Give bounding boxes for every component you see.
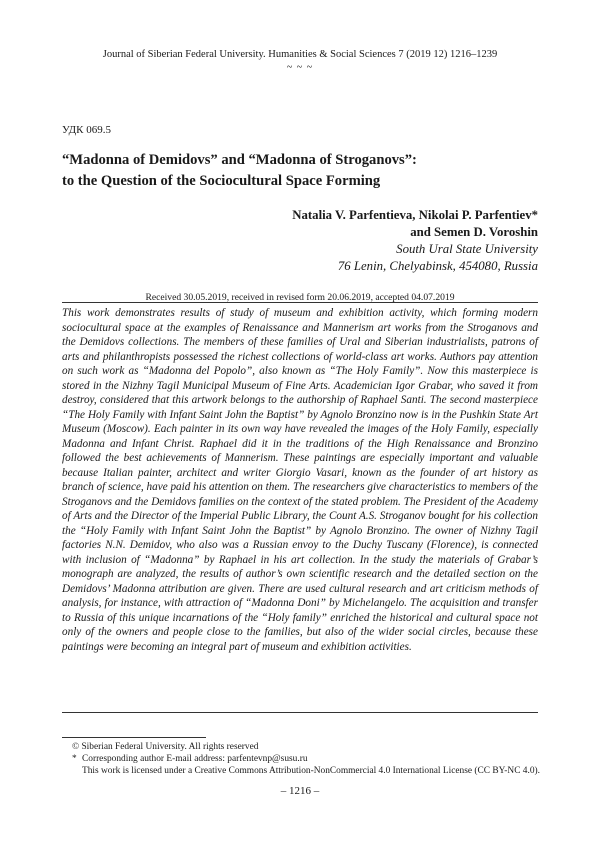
page-number: – 1216 – [280, 785, 320, 797]
journal-header: Journal of Siberian Federal University. Humanities & Social Sciences 7 (2019 12) 1216–1239 [102, 49, 498, 60]
received-dates: Received 30.05.2019, received in revised form 20.06.2019, accepted 04.07.2019 [145, 292, 455, 303]
footnote-copyright: © Siberian Federal University. All rights reserved [72, 742, 259, 752]
footnote-license: This work is licensed under a Creative Commons Attribution-NonCommercial 4.0 International License (CC BY-NC 4.0). [82, 766, 540, 776]
footnote-star: * [72, 754, 77, 764]
footnote-corresponding: Corresponding author E-mail address: parfentevnp@susu.ru [82, 754, 308, 764]
affiliation: South Ural State University [396, 242, 538, 256]
abstract-bottom-rule [62, 712, 538, 713]
abstract-top-rule [62, 302, 538, 303]
header-ornament: ~ ~ ~ [286, 62, 314, 73]
author-block [292, 207, 538, 275]
authors-line-1: Natalia V. Parfentieva, Nikolai P. Parfentiev* [292, 208, 538, 222]
address: 76 Lenin, Chelyabinsk, 454080, Russia [337, 259, 538, 273]
udk-code: УДК 069.5 [62, 124, 112, 136]
title-line-2: to the Question of the Sociocultural Space Forming [62, 173, 381, 189]
authors-line-2: and Semen D. Voroshin [410, 225, 538, 239]
article-title [62, 150, 542, 192]
abstract: This work demonstrates results of study of museum and exhibition activity, which forming modern sociocultural space at the examples of Renaissance and Mannerism art works from the Stroganovs and the Demidovs collections. The members of these families of Ural and Siberian industrialists, patrons of arts and philanthropists possessed the richest collections of world-class art works. Authors pay attention on such work as “Madonna del Popolo”, also known as “The Holy Family”. Now this masterpiece is stored in the Nizhny Tagil Municipal Museum of Fine Arts. Academician Igor Grabar, who saved it from destroy, considered that this artwork belongs to the authorship of Raphael Santi. The second masterpiece “The Holy Family with Infant Saint John the Baptist” by Agnolo Bronzino now is in the Pushkin State Art Museum (Moscow). Each painter in its own way have revealed the images of the Holy Family, especially Madonna and Infant Christ. Raphael did it in the traditions of the High Renaissance and Bronzino followed the best achievements of Mannerism. These paintings are especially important and valuable because Italian painter, architect and writer Giorgio Vasari, known as the founder of art history as branch of science, have paid his attention on them. The researchers give characteristics to members of the Stroganovs and the Demidovs families on the context of the stated problem. The President of the Academy of Arts and the Director of the Imperial Public Library, the Count A.S. Stroganov bought for his collection the “Holy Family with Infant Saint John the Baptist” by Agnolo Bronzino. The owner of Nizhny Tagil factories N.N. Demidov, who also was a Russian envoy to the Duchy Tuscany (Florence), is connected with inclusion of “Madonna” by Raphael in his art collection. In the study the materials of Grabar’s monograph are analyzed, the results of author’s own scientific research and the detailed section on the Demidovs’ Madonna attribution are given. There are used cultural research and art criticism methods of analysis, for instance, with attraction of “Madonna Doni” by Michelangelo. The acquisition and transfer to Russia of this unique incarnations of the “Holy family” enriched the historical and cultural space not only of the owners and people close to the families, but also of the wider social circles, because these paintings were becoming an integral part of museum and exhibition activities. [62, 307, 538, 653]
footnote-rule [62, 737, 206, 738]
title-line-1: “Madonna of Demidovs” and “Madonna of Stroganovs”: [62, 152, 417, 168]
